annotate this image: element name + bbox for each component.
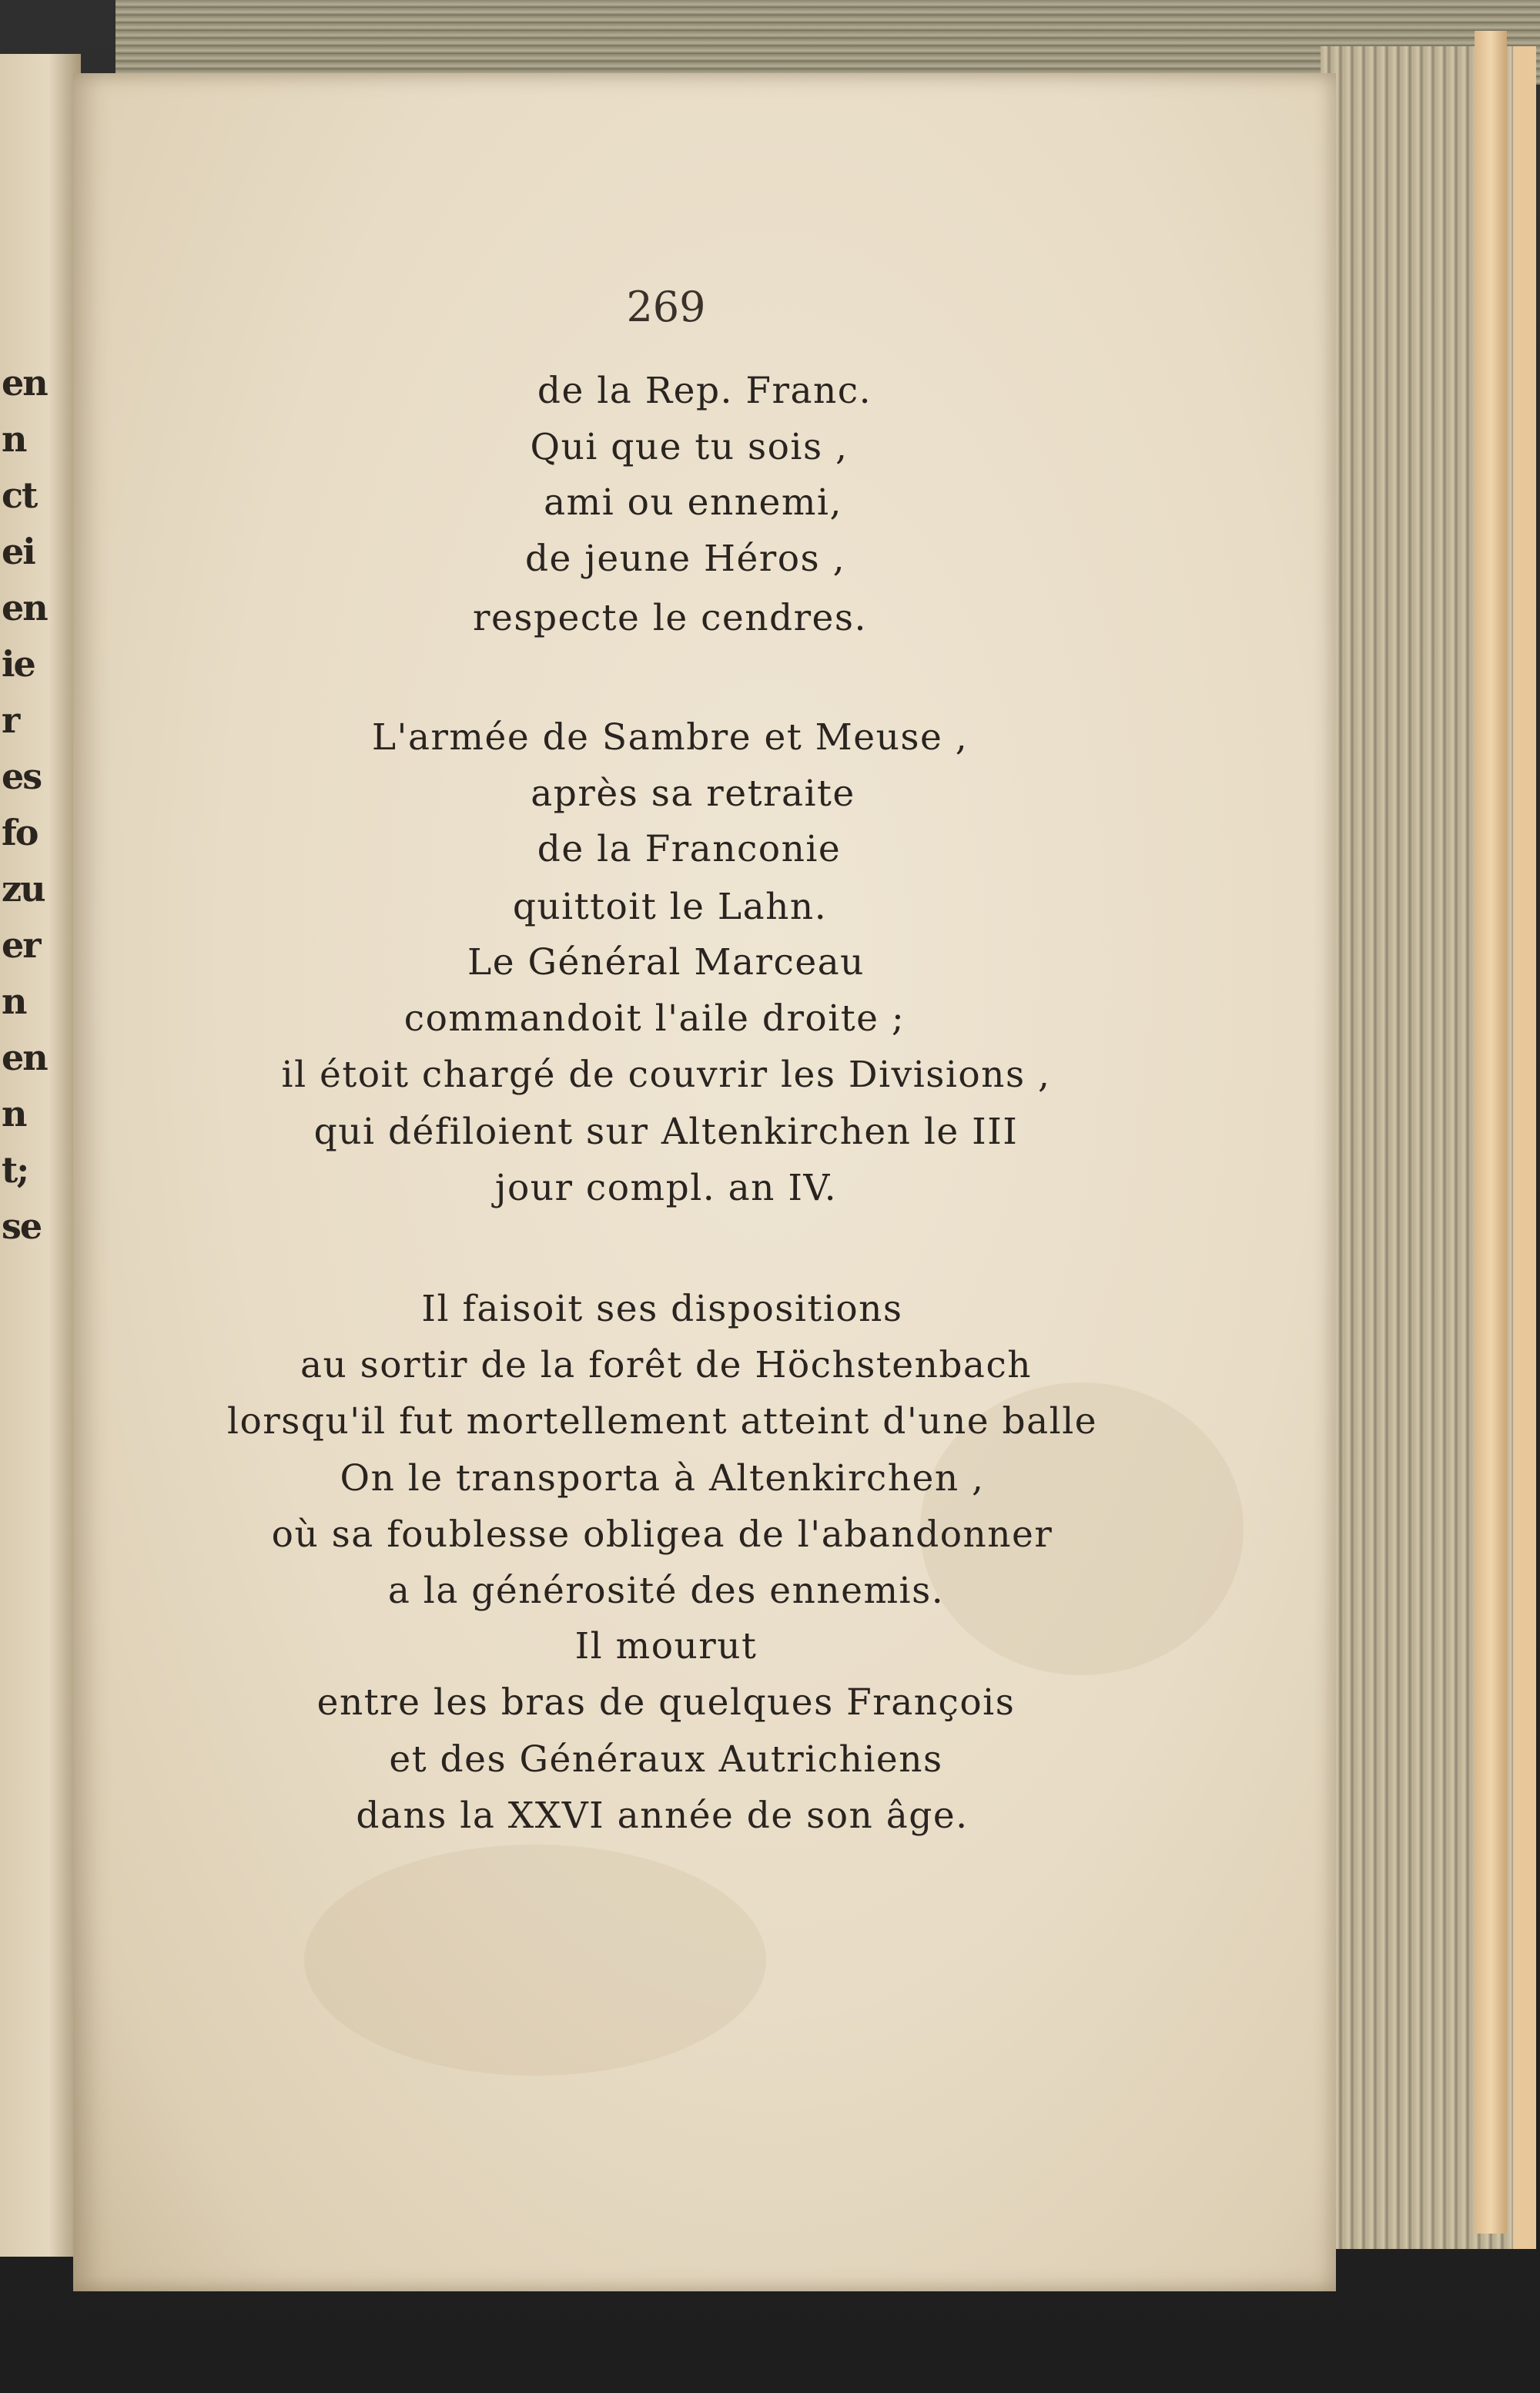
left-page-fragment: er: [2, 924, 40, 966]
book-cover-edge: [1475, 31, 1507, 2234]
text-line: On le transporta à Altenkirchen ,: [340, 1457, 985, 1500]
text-line: il étoit chargé de couvrir les Divisions ,: [281, 1054, 1051, 1096]
left-page-fragment: en: [2, 587, 47, 628]
right-page: [73, 73, 1336, 2291]
left-page-fragment: en: [2, 1037, 47, 1078]
left-page-fragment: zu: [2, 868, 45, 910]
text-line: jour compl. an IV.: [494, 1167, 838, 1209]
left-page-fragment: en: [2, 362, 47, 404]
text-line: quittoit le Lahn.: [512, 886, 828, 928]
left-page-fragment: n: [2, 980, 26, 1022]
text-line: lorsqu'il fut mortellement atteint d'une balle: [226, 1400, 1098, 1443]
left-page-fragment: es: [2, 756, 42, 797]
left-page-fragment: ct: [2, 474, 37, 516]
left-page-fragment: n: [2, 418, 26, 460]
text-line: Il mourut: [574, 1625, 758, 1667]
left-page-fragment: r: [2, 699, 19, 741]
text-line: commandoit l'aile droite ;: [403, 997, 906, 1040]
text-line: a la générosité des ennemis.: [387, 1570, 945, 1612]
left-page-strip: [0, 54, 81, 2257]
text-line: de jeune Héros ,: [524, 538, 846, 580]
left-page-fragment: ie: [2, 643, 35, 685]
text-line: ami ou ennemi,: [544, 481, 842, 524]
text-line: de la Franconie: [537, 828, 842, 870]
text-line: et des Généraux Autrichiens: [389, 1738, 943, 1781]
left-page-fragment: n: [2, 1093, 26, 1134]
text-line: au sortir de la forêt de Höchstenbach: [300, 1344, 1033, 1386]
text-line: où sa foublesse obligea de l'abandonner: [271, 1513, 1053, 1556]
text-line: Il faisoit ses dispositions: [421, 1288, 903, 1330]
page-text: [73, 73, 1336, 2291]
text-line: L'armée de Sambre et Meuse ,: [371, 716, 969, 759]
text-line: respecte le cendres.: [473, 597, 867, 639]
left-page-fragment: se: [2, 1205, 42, 1247]
left-page-fragment: t;: [2, 1149, 28, 1191]
left-page-text: [0, 54, 81, 2257]
text-line: dans la XXVI année de son âge.: [356, 1795, 969, 1837]
text-line: après sa retraite: [531, 773, 855, 815]
text-line: Qui que tu sois ,: [530, 426, 849, 468]
left-page-fragment: ei: [2, 531, 35, 572]
left-page-fragment: fo: [2, 812, 38, 853]
text-line: qui défiloient sur Altenkirchen le III: [313, 1111, 1019, 1153]
text-line: Le Général Marceau: [467, 941, 865, 984]
text-line: entre les bras de quelques François: [316, 1681, 1016, 1724]
text-line: de la Rep. Franc.: [537, 370, 872, 412]
page-number: 269: [626, 283, 706, 331]
